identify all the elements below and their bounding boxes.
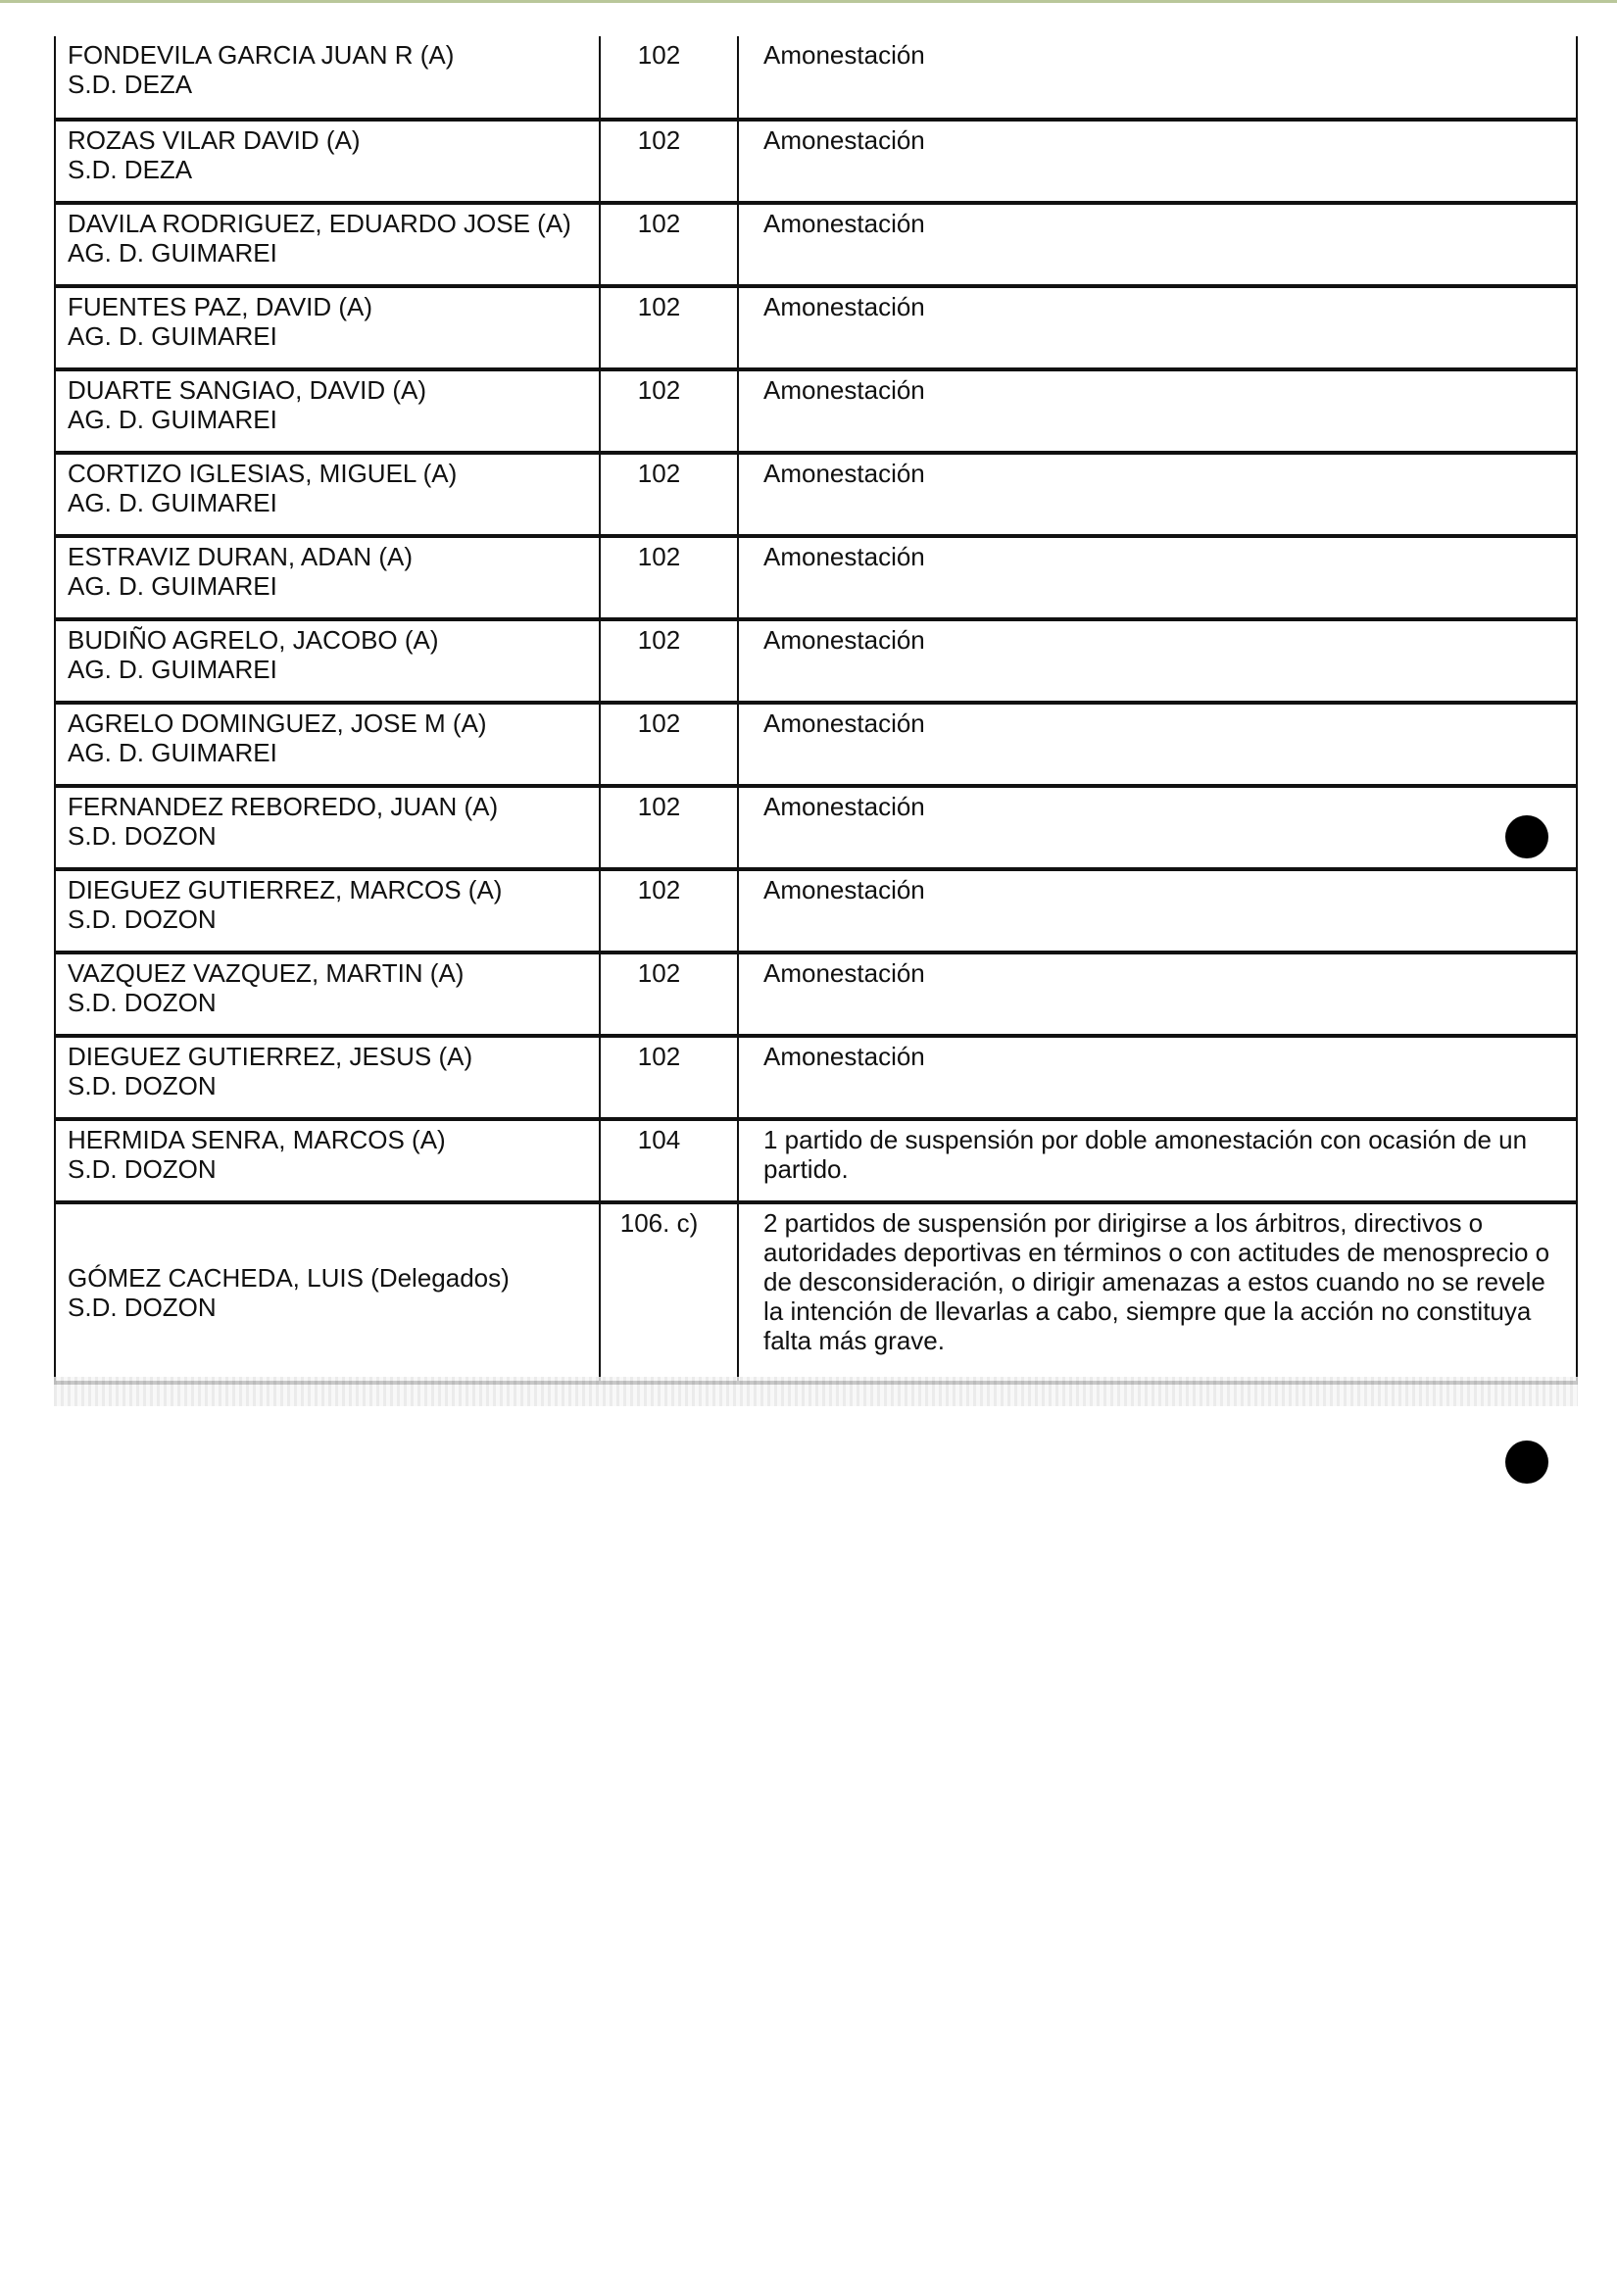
article-cell: 102 (600, 619, 738, 703)
article-cell: 102 (600, 203, 738, 286)
article-cell: 102 (600, 286, 738, 369)
club-name: AG. D. GUIMAREI (68, 238, 277, 268)
article-cell: 102 (600, 786, 738, 869)
player-cell (55, 453, 600, 536)
penalty-cell: Amonestación (738, 869, 1577, 953)
club-name: AG. D. GUIMAREI (68, 571, 277, 601)
table-row (55, 786, 1577, 869)
table-row (55, 286, 1577, 369)
club-name: S.D. DOZON (68, 988, 217, 1017)
penalty-cell: Amonestación (738, 953, 1577, 1036)
player-cell (55, 36, 600, 120)
article-cell: 102 (600, 36, 738, 120)
player-name: VAZQUEZ VAZQUEZ, MARTIN (A) (68, 958, 465, 988)
article-cell: 102 (600, 120, 738, 203)
table-row (55, 120, 1577, 203)
table-row (55, 703, 1577, 786)
penalty-cell: Amonestación (738, 36, 1577, 120)
club-name: AG. D. GUIMAREI (68, 488, 277, 517)
player-name: BUDIÑO AGRELO, JACOBO (A) (68, 625, 439, 655)
club-name: S.D. DOZON (68, 821, 217, 851)
player-name: ROZAS VILAR DAVID (A) (68, 125, 361, 155)
penalty-cell: Amonestación (738, 120, 1577, 203)
table-row (55, 369, 1577, 453)
penalty-cell: Amonestación (738, 286, 1577, 369)
player-name: DIEGUEZ GUTIERREZ, MARCOS (A) (68, 875, 503, 904)
club-name: S.D. DEZA (68, 70, 193, 99)
article-cell: 104 (600, 1119, 738, 1202)
table-row (55, 869, 1577, 953)
article-cell: 102 (600, 869, 738, 953)
club-name: AG. D. GUIMAREI (68, 405, 277, 434)
table-row (55, 1202, 1577, 1383)
table-row (55, 953, 1577, 1036)
player-cell (55, 286, 600, 369)
player-name: FUENTES PAZ, DAVID (A) (68, 292, 373, 321)
club-name: AG. D. GUIMAREI (68, 321, 277, 351)
article-cell: 102 (600, 1036, 738, 1119)
player-cell (55, 786, 600, 869)
player-cell (55, 1119, 600, 1202)
club-name: S.D. DOZON (68, 904, 217, 934)
club-name: S.D. DOZON (68, 1154, 217, 1184)
table-row (55, 1119, 1577, 1202)
player-name: DAVILA RODRIGUEZ, EDUARDO JOSE (A) (68, 209, 571, 238)
table-row (55, 1036, 1577, 1119)
penalty-cell: Amonestación (738, 1036, 1577, 1119)
player-name: FERNANDEZ REBOREDO, JUAN (A) (68, 792, 499, 821)
punch-hole-icon (1505, 815, 1548, 858)
player-cell (55, 953, 600, 1036)
article-cell: 102 (600, 453, 738, 536)
player-name: ESTRAVIZ DURAN, ADAN (A) (68, 542, 414, 571)
player-name: DUARTE SANGIAO, DAVID (A) (68, 375, 426, 405)
punch-hole-icon (1505, 1441, 1548, 1484)
table-row (55, 203, 1577, 286)
club-name: S.D. DOZON (68, 1293, 217, 1322)
scan-edge (0, 0, 1617, 3)
article-cell: 102 (600, 953, 738, 1036)
player-cell (55, 203, 600, 286)
penalty-cell: 2 partidos de suspensión por dirigirse a los árbitros, directivos o autoridades deportivas en términos o con actitudes de menosprecio o de desconsideración, o dirigir amenazas a estos cuando no se revele la intención de llevarlas a cabo, siempre que la acción no constituya falta más grave. (738, 1202, 1577, 1383)
player-cell (55, 703, 600, 786)
penalty-cell: Amonestación (738, 619, 1577, 703)
table-row (55, 536, 1577, 619)
club-name: S.D. DOZON (68, 1071, 217, 1100)
article-cell: 106. c) (600, 1202, 738, 1383)
club-name: AG. D. GUIMAREI (68, 655, 277, 684)
player-name: CORTIZO IGLESIAS, MIGUEL (A) (68, 459, 458, 488)
penalty-cell: Amonestación (738, 786, 1577, 869)
penalty-cell: Amonestación (738, 203, 1577, 286)
player-cell (55, 1202, 600, 1383)
article-cell: 102 (600, 703, 738, 786)
article-cell: 102 (600, 536, 738, 619)
player-name: DIEGUEZ GUTIERREZ, JESUS (A) (68, 1042, 473, 1071)
penalty-cell: Amonestación (738, 369, 1577, 453)
player-cell (55, 1036, 600, 1119)
club-name: S.D. DEZA (68, 155, 193, 184)
sanctions-table (54, 36, 1578, 1385)
player-name: HERMIDA SENRA, MARCOS (A) (68, 1125, 446, 1154)
player-cell (55, 369, 600, 453)
table-row (55, 453, 1577, 536)
player-cell (55, 619, 600, 703)
penalty-cell: Amonestación (738, 703, 1577, 786)
club-name: AG. D. GUIMAREI (68, 738, 277, 767)
penalty-cell: 1 partido de suspensión por doble amonestación con ocasión de un partido. (738, 1119, 1577, 1202)
player-name: AGRELO DOMINGUEZ, JOSE M (A) (68, 708, 487, 738)
penalty-cell: Amonestación (738, 536, 1577, 619)
scan-shadow (54, 1377, 1578, 1406)
player-cell (55, 120, 600, 203)
player-name: FONDEVILA GARCIA JUAN R (A) (68, 40, 455, 70)
table-row (55, 36, 1577, 120)
article-cell: 102 (600, 369, 738, 453)
penalty-cell: Amonestación (738, 453, 1577, 536)
table-row (55, 619, 1577, 703)
player-cell (55, 536, 600, 619)
player-cell (55, 869, 600, 953)
player-name: GÓMEZ CACHEDA, LUIS (Delegados) (68, 1263, 510, 1293)
